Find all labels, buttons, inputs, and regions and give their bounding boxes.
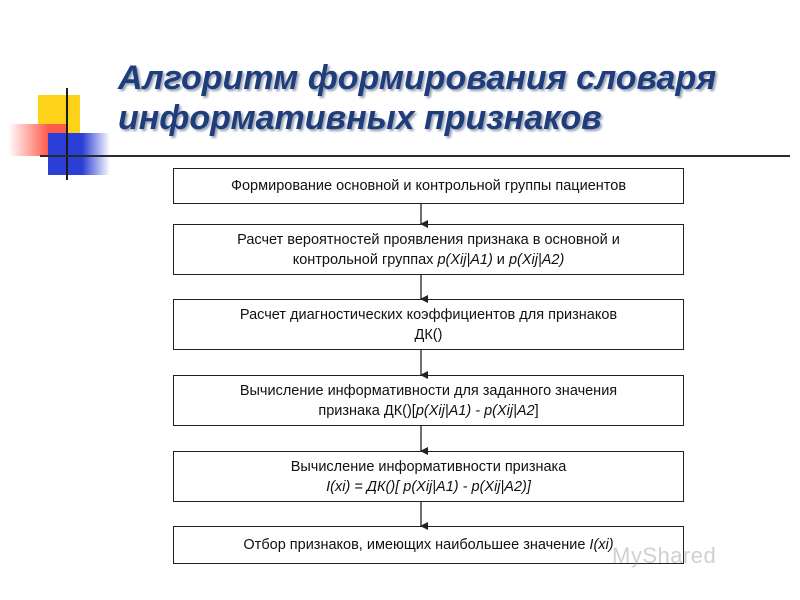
step-5-line-1: Вычисление информативности признака [290, 458, 567, 475]
step-5-line-2: I(xi) = ДК()[ p(Xij|A1) - p(Xij|A2)] [326, 478, 531, 495]
step-6-text: Отбор признаков, имеющих наибольшее значение I(xi) [243, 537, 614, 553]
step-3-line-1: Расчет диагностических коэффициентов для признаков [239, 306, 618, 323]
step-1-text: Формирование основной и контрольной группы пациентов [230, 178, 627, 194]
title-line-2: информативных признаков [118, 99, 602, 137]
step-4-line-2: признака ДК()[p(Xij|A1) - p(Xij|A2] [318, 402, 539, 419]
step-4-line-1: Вычисление информативности для заданного значения [239, 382, 618, 399]
watermark: MyShared [612, 543, 717, 568]
step-3-line-2: ДК() [414, 326, 443, 343]
title-line-1: Алгоритм формирования словаря [118, 59, 717, 97]
step-2-line-1: Расчет вероятностей проявления признака в основной и [237, 231, 620, 248]
step-2-line-2: контрольной группах p(Xij|A1) и p(Xij|A2) [292, 251, 565, 268]
